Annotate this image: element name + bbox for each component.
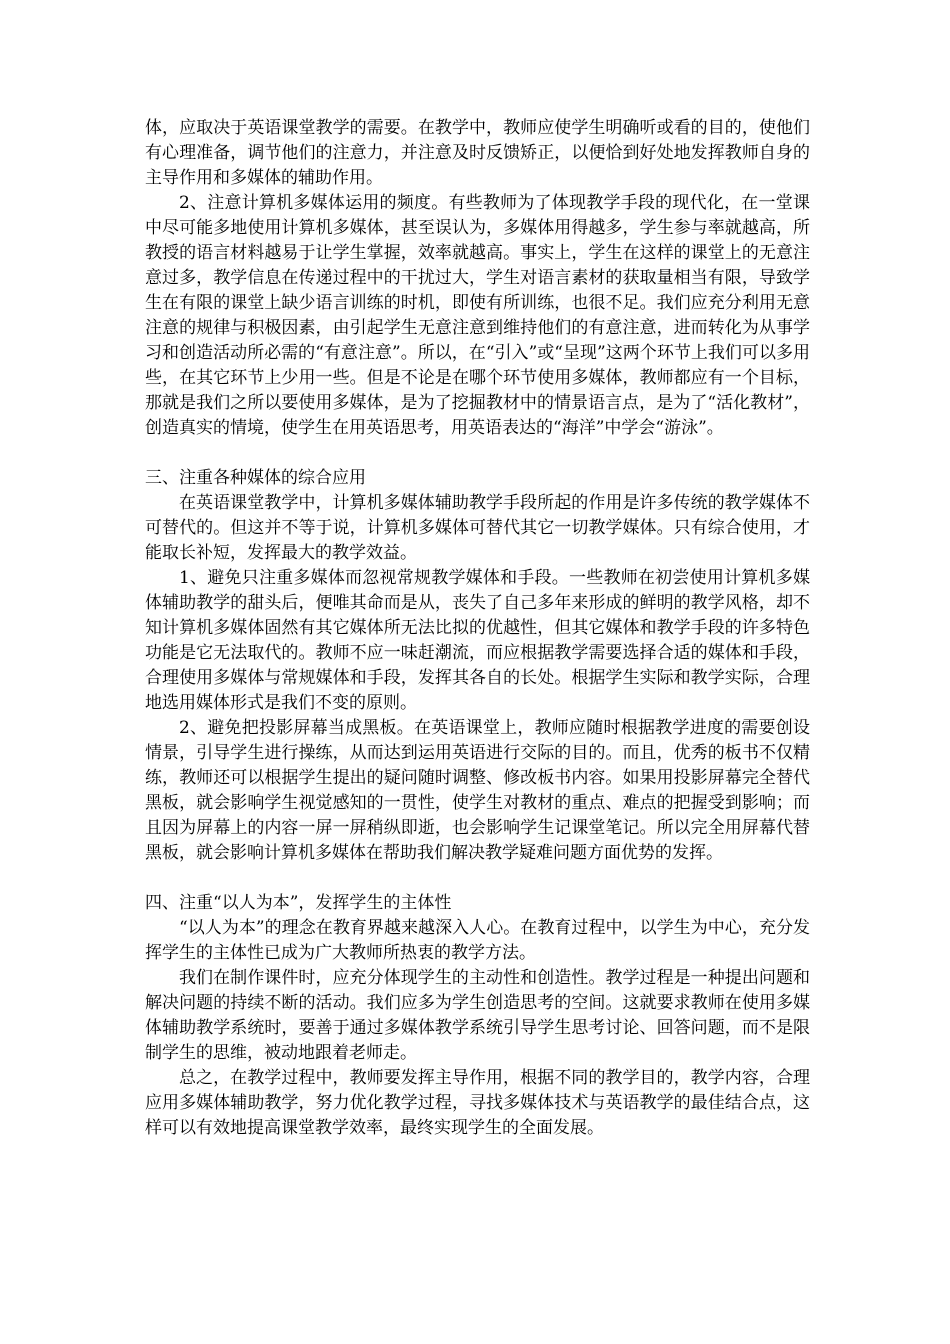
document-body	[145, 116, 810, 1141]
paragraph-conclusion: 总之，在教学过程中，教师要发挥主导作用，根据不同的教学目的，教学内容，合理应用多媒体辅助教学，努力优化教学过程，寻找多媒体技术与英语教学的最佳结合点，这样可以有效地提高课堂教学效率，最终实现学生的全面发展。	[145, 1068, 810, 1138]
paragraph-avoid-only-multimedia: 1、避免只注重多媒体而忽视常规教学媒体和手段。一些教师在初尝使用计算机多媒体辅助教学的甜头后，便唯其命而是从，丧失了自己多年来形成的鲜明的教学风格，却不知计算机多媒体固然有其它媒体所无法比拟的优越性，但其它媒体和教学手段的许多特色功能是它无法取代的。教师不应一味赶潮流，而应根据教学需要选择合适的媒体和手段，合理使用多媒体与常规媒体和手段，发挥其各自的长处。根据学生实际和教学实际，合理地选用媒体形式是我们不变的原则。	[145, 568, 810, 713]
paragraph-avoid-screen-as-blackboard: 2、避免把投影屏幕当成黑板。在英语课堂上，教师应随时根据教学进度的需要创设情景，引导学生进行操练，从而达到运用英语进行交际的目的。而且，优秀的板书不仅精练，教师还可以根据学生提出的疑问随时调整、修改板书内容。如果用投影屏幕完全替代黑板，就会影响学生视觉感知的一贯性，使学生对教材的重点、难点的把握受到影响；而且因为屏幕上的内容一屏一屏稍纵即逝，也会影响学生记课堂笔记。所以完全用屏幕代替黑板，就会影响计算机多媒体在帮助我们解决教学疑难问题方面优势的发挥。	[145, 718, 810, 863]
paragraph-courseware-design: 我们在制作课件时，应充分体现学生的主动性和创造性。教学过程是一种提出问题和解决问题的持续不断的活动。我们应多为学生创造思考的空间。这就要求教师在使用多媒体辅助教学系统时，要善于通过多媒体教学系统引导学生思考讨论、回答问题，而不是限制学生的思维，被动地跟着老师走。	[145, 968, 810, 1063]
paragraph-combined-media: 在英语课堂教学中，计算机多媒体辅助教学手段所起的作用是许多传统的教学媒体不可替代的。但这并不等于说，计算机多媒体可替代其它一切教学媒体。只有综合使用，才能取长补短，发挥最大的教学效益。	[145, 493, 810, 563]
paragraph-people-oriented: “以人为本”的理念在教育界越来越深入人心。在教育过程中，以学生为中心，充分发挥学生的主体性已成为广大教师所热衷的教学方法。	[145, 918, 810, 963]
section-heading-3: 三、注重各种媒体的综合应用	[145, 468, 366, 488]
section-heading-4: 四、注重“以人为本”，发挥学生的主体性	[145, 893, 452, 913]
section-spacer	[145, 441, 810, 466]
section-spacer	[145, 866, 810, 891]
paragraph-media-frequency: 2、注意计算机多媒体运用的频度。有些教师为了体现教学手段的现代化，在一堂课中尽可能多地使用计算机多媒体，甚至误认为，多媒体用得越多，学生参与率就越高，所教授的语言材料越易于让学生掌握，效率就越高。事实上，学生在这样的课堂上的无意注意过多，教学信息在传递过程中的干扰过大，学生对语言素材的获取量相当有限，导致学生在有限的课堂上缺少语言训练的时机，即使有所训练，也很不足。我们应充分利用无意注意的规律与积极因素，由引起学生无意注意到维持他们的有意注意，进而转化为从事学习和创造活动所必需的“有意注意”。所以，在“引入”或“呈现”这两个环节上我们可以多用些，在其它环节上少用一些。但是不论是在哪个环节使用多媒体，教师都应有一个目标，那就是我们之所以要使用多媒体，是为了挖掘教材中的情景语言点，是为了“活化教材”，创造真实的情境，使学生在用英语思考，用英语表达的“海洋”中学会“游泳”。	[145, 193, 810, 438]
paragraph-continuation: 体，应取决于英语课堂教学的需要。在教学中，教师应使学生明确听或看的目的，使他们有心理准备，调节他们的注意力，并注意及时反馈矫正，以便恰到好处地发挥教师自身的主导作用和多媒体的辅助作用。	[145, 118, 810, 188]
